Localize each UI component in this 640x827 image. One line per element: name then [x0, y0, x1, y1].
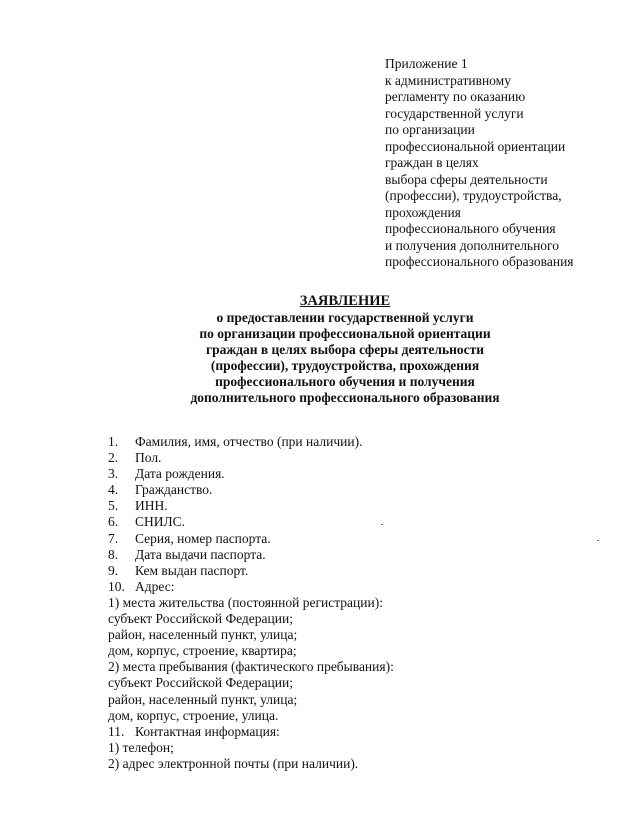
field-number: 3.	[108, 466, 119, 482]
field-number: 6.	[108, 514, 119, 530]
address-line: дом, корпус, строение, квартира;	[108, 643, 297, 659]
subtitle-line: дополнительного профессионального образования	[190, 390, 500, 405]
field-label: Дата рождения.	[135, 466, 225, 482]
title-subtitle	[150, 310, 540, 406]
field-label: Серия, номер паспорта.	[135, 530, 271, 546]
appendix-line: по организации	[385, 122, 475, 137]
field-label: Адрес:	[135, 578, 175, 594]
appendix-line: и получения дополнительного	[385, 237, 560, 253]
contact-line: 2) адрес электронной почты (при наличии).	[108, 755, 359, 771]
scan-speck	[597, 540, 599, 541]
subtitle-line: по организации профессиональной ориентации	[199, 326, 491, 341]
field-number: 7.	[108, 530, 119, 546]
field-number: 10.	[108, 578, 125, 594]
field-item	[108, 514, 588, 530]
field-item	[108, 563, 588, 579]
field-number: 5.	[108, 498, 119, 514]
field-label: СНИЛС.	[135, 514, 186, 530]
address-line: дом, корпус, строение, улица.	[108, 707, 279, 723]
subtitle-line: профессионального обучения и получения	[215, 374, 475, 389]
field-label: Фамилия, имя, отчество (при наличии).	[135, 434, 363, 449]
field-item	[108, 434, 588, 450]
appendix-line: государственной услуги	[385, 105, 524, 121]
field-label: Кем выдан паспорт.	[135, 562, 249, 578]
field-item-contact	[108, 724, 588, 740]
address-line: субъект Российской Федерации;	[108, 611, 293, 627]
field-number: 2.	[108, 450, 119, 466]
address-line: 2) места пребывания (фактического пребывания):	[108, 659, 394, 675]
address-line: район, населенный пункт, улица;	[108, 627, 298, 643]
field-label: Дата выдачи паспорта.	[135, 546, 266, 562]
field-number: 11.	[108, 723, 125, 739]
address-line: субъект Российской Федерации;	[108, 675, 293, 691]
field-number: 1.	[108, 434, 119, 449]
contact-line: 1) телефон;	[108, 739, 174, 755]
field-item	[108, 482, 588, 498]
application-fields	[108, 434, 588, 772]
field-label: ИНН.	[135, 498, 168, 514]
appendix-line: (профессии), трудоустройства,	[385, 188, 562, 203]
appendix-note	[385, 56, 630, 271]
field-number: 4.	[108, 482, 119, 498]
scan-speck	[381, 524, 383, 525]
appendix-line: граждан в целях	[385, 155, 479, 170]
field-label: Контактная информация:	[135, 723, 280, 739]
appendix-line: профессионального обучения	[385, 221, 556, 236]
field-item	[108, 531, 588, 547]
document-title	[150, 292, 540, 406]
address-line: 1) места жительства (постоянной регистрации):	[108, 594, 383, 610]
appendix-line: профессиональной ориентации	[385, 138, 566, 154]
field-item	[108, 547, 588, 563]
appendix-line: выбора сферы деятельности	[385, 171, 548, 187]
field-number: 8.	[108, 546, 119, 562]
field-item	[108, 450, 588, 466]
appendix-line: прохождения	[385, 204, 461, 220]
title-heading: ЗАЯВЛЕНИЕ	[299, 293, 391, 309]
appendix-line: профессионального образования	[385, 254, 574, 269]
subtitle-line: граждан в целях выбора сферы деятельности	[205, 342, 485, 357]
appendix-line: Приложение 1	[385, 56, 468, 71]
subtitle-line: о предоставлении государственной услуги	[216, 310, 474, 325]
field-number: 9.	[108, 562, 119, 578]
field-label: Гражданство.	[135, 482, 213, 498]
address-line: район, населенный пункт, улица;	[108, 691, 298, 707]
appendix-line: к административному	[385, 72, 511, 88]
subtitle-line: (профессии), трудоустройства, прохождения	[210, 358, 480, 373]
appendix-line: регламенту по оказанию	[385, 89, 526, 104]
field-item	[108, 466, 588, 482]
field-item	[108, 498, 588, 514]
field-item	[108, 579, 588, 595]
field-label: Пол.	[135, 450, 162, 466]
